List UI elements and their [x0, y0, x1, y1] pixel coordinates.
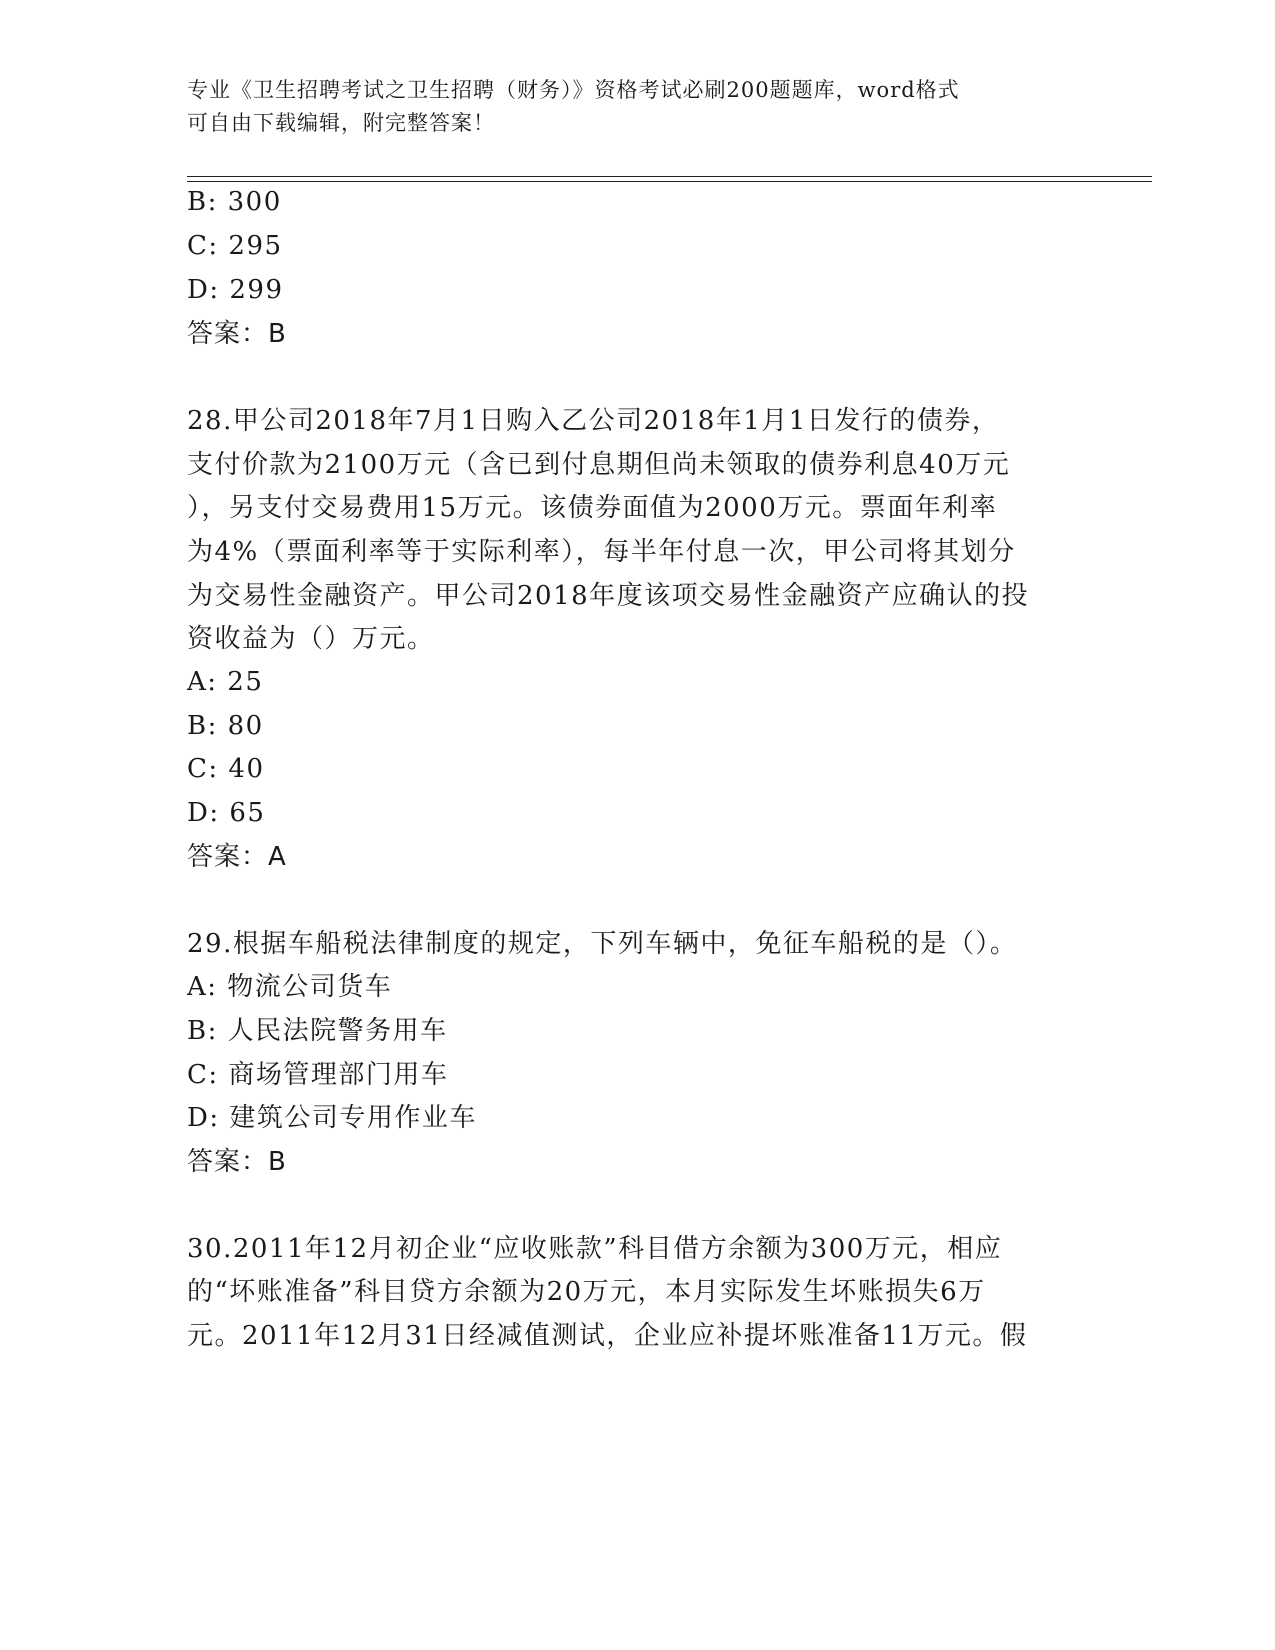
document-header: 专业《卫生招聘考试之卫生招聘（财务）》资格考试必刷200题题库，word格式 可自由下载编辑，附完整答案！: [187, 78, 960, 135]
q29-answer: 答案：B: [187, 1147, 287, 1177]
q28-option-a: A: 25: [187, 667, 264, 697]
header-rule-bottom: [187, 181, 1152, 182]
q29-stem: 29.根据车船税法律制度的规定，下列车辆中，免征车船税的是（）。: [187, 929, 1018, 959]
q27-option-d: D: 299: [187, 275, 284, 305]
q28-answer: 答案：A: [187, 842, 287, 872]
q28-stem-line-2: 支付价款为2100万元（含已到付息期但尚未领取的债券利息40万元: [187, 450, 1011, 480]
q29-option-c: C: 商场管理部门用车: [187, 1060, 449, 1090]
q29-option-a: A: 物流公司货车: [187, 972, 393, 1002]
q30-stem-line-3: 元。2011年12月31日经减值测试，企业应补提坏账准备11万元。假: [187, 1321, 1028, 1351]
q30-stem-line-1: 30.2011年12月初企业“应收账款”科目借方余额为300万元，相应: [187, 1234, 1003, 1264]
q28-stem-line-3: ），另支付交易费用15万元。该债券面值为2000万元。票面年利率: [187, 493, 998, 523]
q30-stem-line-2: 的“坏账准备”科目贷方余额为20万元，本月实际发生坏账损失6万: [187, 1277, 986, 1307]
q29-option-b: B: 人民法院警务用车: [187, 1016, 448, 1046]
q28-option-c: C: 40: [187, 754, 265, 784]
header-rule-top: [187, 176, 1152, 177]
q28-option-d: D: 65: [187, 798, 266, 828]
q28-stem-line-5: 为交易性金融资产。甲公司2018年度该项交易性金融资产应确认的投: [187, 581, 1030, 611]
q27-answer: 答案：B: [187, 319, 287, 349]
q28-stem-line-1: 28.甲公司2018年7月1日购入乙公司2018年1月1日发行的债券，: [187, 406, 1000, 436]
q27-option-b: B: 300: [187, 187, 282, 217]
q27-option-c: C: 295: [187, 231, 283, 261]
q28-stem-line-6: 资收益为（）万元。: [187, 624, 435, 654]
q28-stem-line-4: 为4%（票面利率等于实际利率），每半年付息一次，甲公司将其划分: [187, 537, 1016, 567]
q29-option-d: D: 建筑公司专用作业车: [187, 1103, 477, 1133]
q28-option-b: B: 80: [187, 711, 264, 741]
